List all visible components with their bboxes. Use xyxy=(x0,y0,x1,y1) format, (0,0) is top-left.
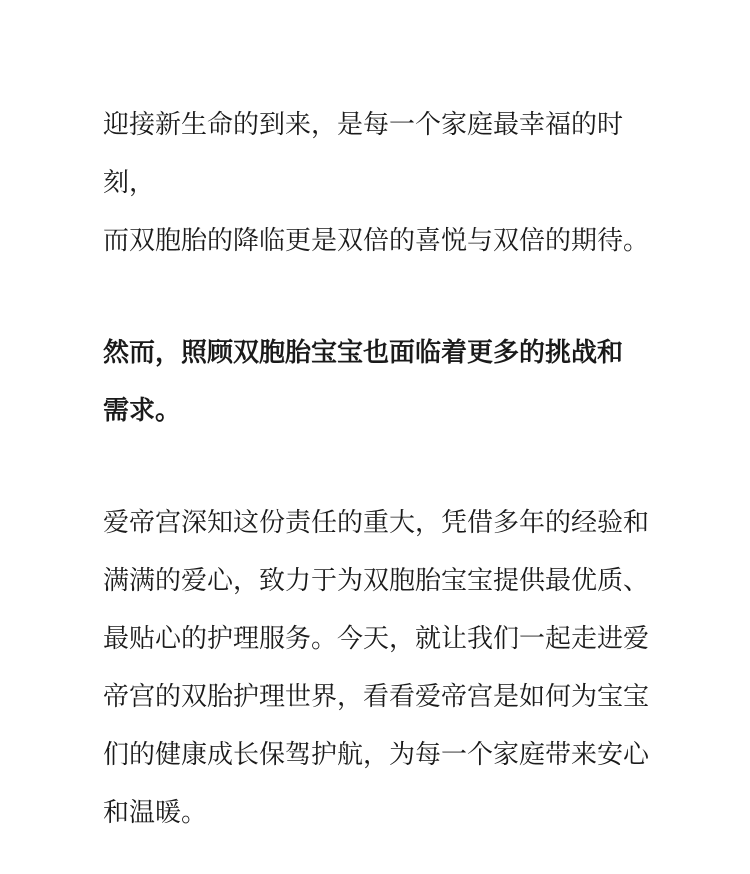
paragraph-spacer xyxy=(103,440,663,494)
paragraph-spacer xyxy=(103,270,663,324)
intro-paragraph: 迎接新生命的到来，是每一个家庭最幸福的时刻， 而双胞胎的降临更是双倍的喜悦与双倍的期待。 xyxy=(103,110,650,256)
challenge-paragraph: 然而，照顾双胞胎宝宝也面临着更多的挑战和 需求。 xyxy=(103,338,624,426)
service-paragraph: 爱帝宫深知这份责任的重大，凭借多年的经验和 满满的爱心，致力于为双胞胎宝宝提供最优质、 最贴心的护理服务。今天，就让我们一起走进爱 帝宫的双胎护理世界，看看爱帝宫是如何为宝宝 们的健康成长保驾护航，为每一个家庭带来安心 和温暖。 xyxy=(103,508,650,828)
article-body xyxy=(103,96,663,842)
